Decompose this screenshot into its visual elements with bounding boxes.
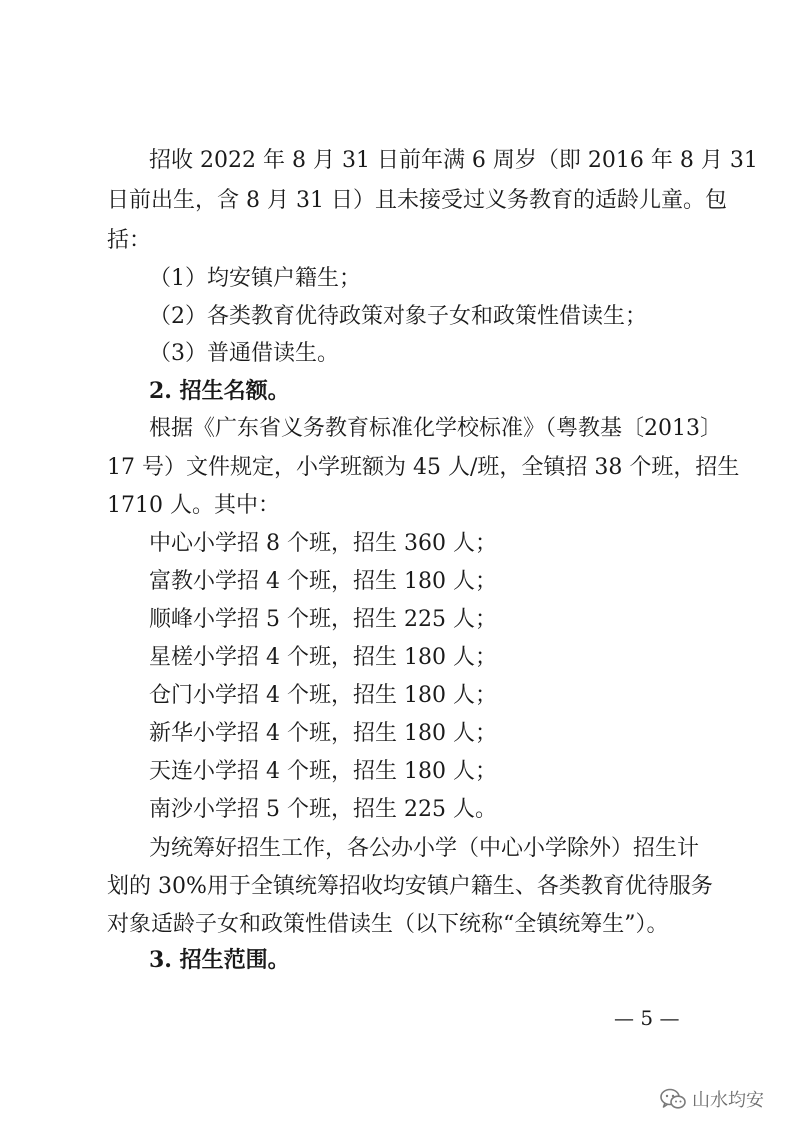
section-heading: 3. 招生范围。: [149, 947, 290, 973]
page-number: — 5 —: [614, 1006, 680, 1030]
wechat-icon: [660, 1088, 686, 1110]
list-item: 富教小学招 4 个班，招生 180 人；: [149, 569, 497, 594]
text-line: 括：: [107, 228, 152, 253]
text-line: （1）均安镇户籍生；: [149, 266, 361, 291]
list-item: 南沙小学招 5 个班，招生 225 人。: [149, 797, 497, 822]
text-line: 1710 人。其中：: [107, 493, 280, 518]
watermark-label: 山水均安: [692, 1090, 764, 1111]
text-line: 日前出生，含 8 月 31 日）且未接受过义务教育的适龄儿童。包: [107, 188, 727, 213]
list-item: 新华小学招 4 个班，招生 180 人；: [149, 721, 497, 746]
watermark: [660, 1086, 764, 1112]
list-item: 中心小学招 8 个班，招生 360 人；: [149, 531, 497, 556]
text-line: 17 号）文件规定，小学班额为 45 人/班，全镇招 38 个班，招生: [107, 455, 740, 480]
list-item: 天连小学招 4 个班，招生 180 人；: [149, 759, 497, 784]
text-line: （3）普通借读生。: [149, 341, 339, 366]
text-line: 对象适龄子女和政策性借读生（以下统称“全镇统筹生”）。: [107, 912, 669, 937]
text-line: 为统筹好招生工作，各公办小学（中心小学除外）招生计: [149, 836, 700, 861]
text-line: 划的 30%用于全镇统筹招收均安镇户籍生、各类教育优待服务: [107, 874, 713, 899]
text-line: 根据《广东省义务教育标准化学校标准》（粤教基〔2013〕: [149, 416, 722, 441]
list-item: 顺峰小学招 5 个班，招生 225 人；: [149, 607, 497, 632]
text-line: （2）各类教育优待政策对象子女和政策性借读生；: [149, 304, 647, 329]
list-item: 仓门小学招 4 个班，招生 180 人；: [149, 683, 497, 708]
text-line: 招收 2022 年 8 月 31 日前年满 6 周岁（即 2016 年 8 月 31: [149, 148, 758, 173]
list-item: 星槎小学招 4 个班，招生 180 人；: [149, 645, 497, 670]
section-heading: 2. 招生名额。: [149, 378, 290, 404]
